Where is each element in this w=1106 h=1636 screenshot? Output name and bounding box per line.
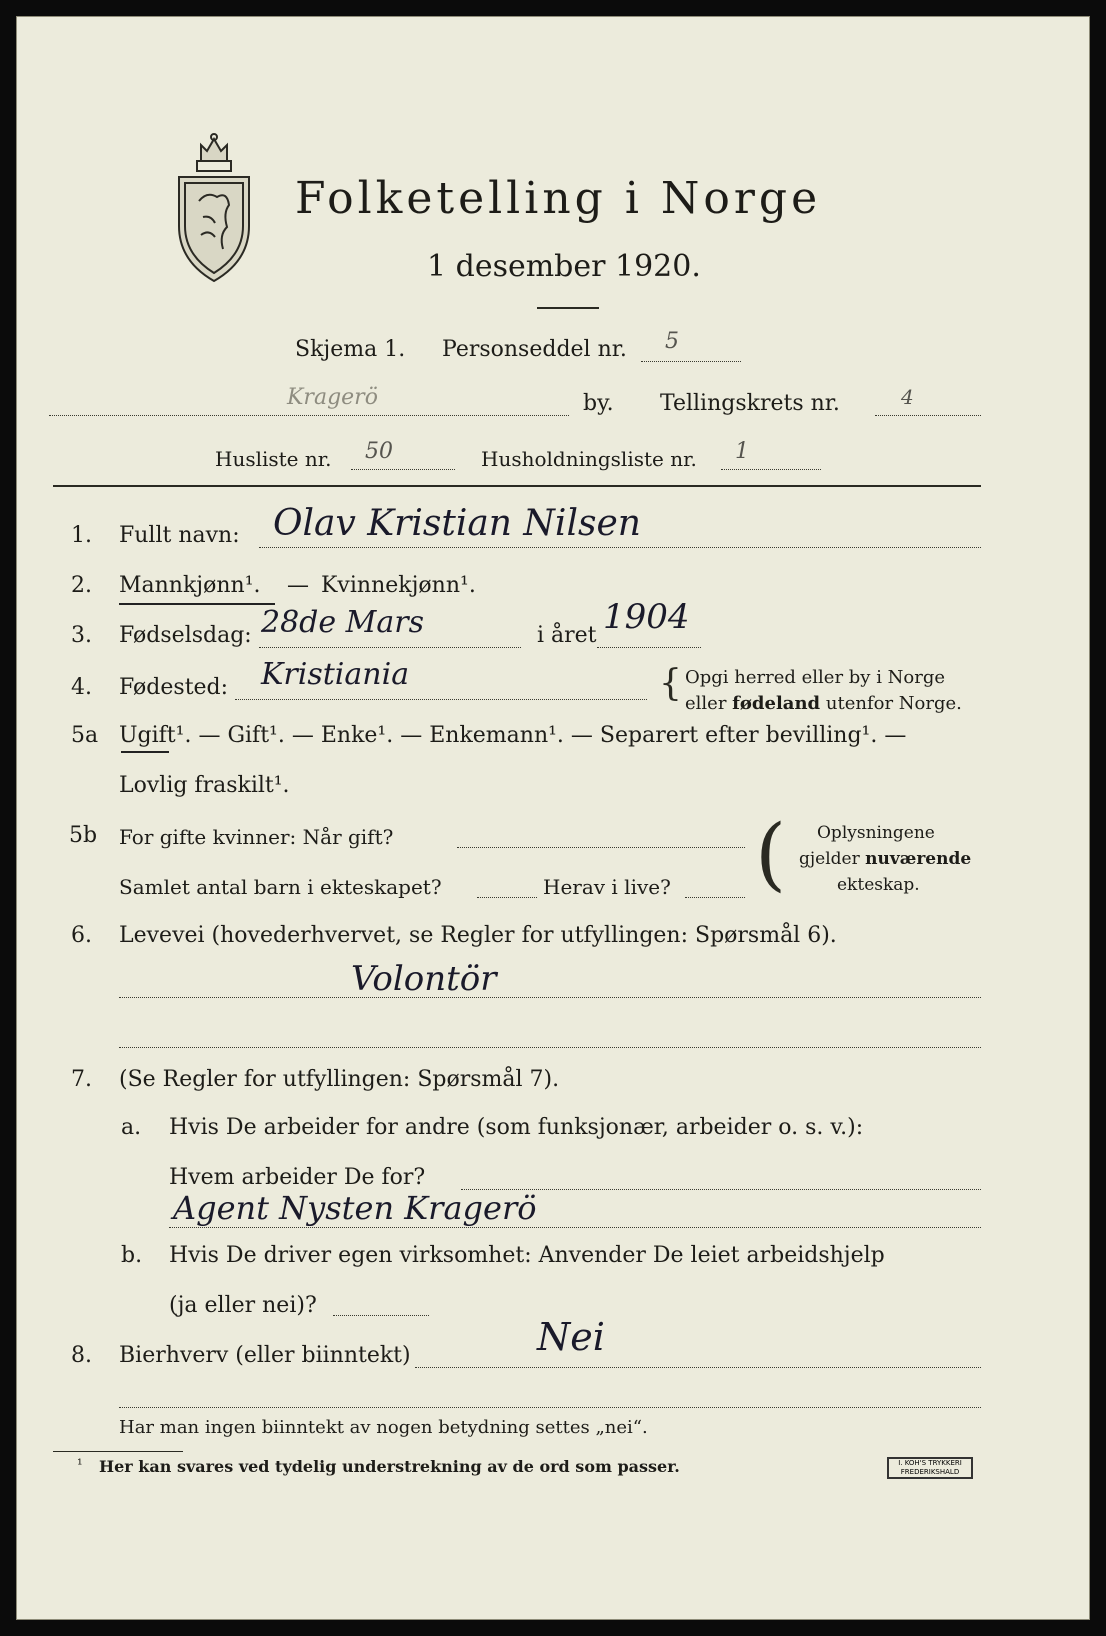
q5b-alive-label: Herav i live?	[543, 875, 671, 899]
q2-male-underline	[119, 603, 275, 605]
q7a-field-line2	[169, 1227, 981, 1228]
q7a-field-line1	[461, 1189, 981, 1190]
q5b-note-line2-bold: nuværende	[865, 849, 972, 869]
q7-number: 7.	[71, 1067, 92, 1092]
q7-label: (Se Regler for utfyllingen: Spørsmål 7).	[119, 1067, 560, 1092]
q1-label: Fullt navn:	[119, 523, 240, 548]
title-divider	[537, 307, 599, 309]
personseddel-label: Personseddel nr.	[442, 337, 627, 362]
form-title: Folketelling i Norge	[295, 173, 822, 224]
tellingskrets-field	[875, 415, 981, 416]
q3-label: Fødselsdag:	[119, 623, 252, 648]
q5b-children-label: Samlet antal barn i ekteskapet?	[119, 875, 442, 899]
by-field	[49, 415, 569, 416]
husliste-value: 50	[365, 439, 393, 464]
husholdningsliste-label: Husholdningsliste nr.	[481, 447, 697, 471]
q4-label: Fødested:	[119, 675, 229, 700]
q3-year-label: i året	[537, 623, 597, 648]
q5b-alive-field	[685, 897, 745, 898]
q5b-note-brace: (	[755, 807, 787, 900]
q1-value: Olav Kristian Nilsen	[273, 503, 641, 544]
q4-note-line2-bold: fødeland	[732, 693, 821, 714]
q8-field-line2	[119, 1407, 981, 1408]
q5b-note-line2-pre: gjelder	[799, 849, 860, 869]
q6-value: Volontör	[351, 959, 497, 999]
q8-value: Nei	[537, 1315, 605, 1359]
q4-note-brace: {	[659, 663, 682, 704]
q1-field	[259, 547, 981, 548]
q4-note-line2-post: utenfor Norge.	[825, 693, 962, 714]
skjema-label: Skjema 1.	[295, 337, 406, 362]
q5a-line1: Ugift¹. — Gift¹. — Enke¹. — Enkemann¹. — Separert efter bevilling¹. —	[119, 723, 907, 748]
q2-male: Mannkjønn¹.	[119, 573, 261, 598]
printer-stamp-line2: FREDERIKSHALD	[900, 1468, 960, 1476]
q5b-married-label: For gifte kvinner: Når gift?	[119, 825, 394, 849]
tellingskrets-value: 4	[901, 385, 914, 409]
q6-number: 6.	[71, 923, 92, 948]
q3-field	[259, 647, 521, 648]
q4-field	[235, 699, 647, 700]
q5a-ugift-underline	[121, 751, 169, 753]
q5b-married-field	[457, 847, 745, 848]
husliste-label: Husliste nr.	[215, 447, 332, 471]
q8-number: 8.	[71, 1343, 92, 1368]
q7b-letter: b.	[121, 1243, 143, 1268]
q7b-text: Hvis De driver egen virksomhet: Anvender De leiet arbeidshjelp	[169, 1243, 885, 1268]
q4-note-line1: Opgi herred eller by i Norge	[685, 667, 946, 688]
q8-label: Bierhverv (eller biinntekt)	[119, 1343, 411, 1368]
q4-note-line2	[685, 693, 962, 714]
q7b-field	[333, 1315, 429, 1316]
coat-of-arms-icon	[171, 131, 257, 285]
q7b-question: (ja eller nei)?	[169, 1293, 317, 1318]
q2-separator: —	[287, 573, 309, 598]
q1-number: 1.	[71, 523, 92, 548]
q5a-number: 5a	[71, 723, 99, 748]
personseddel-field	[641, 361, 741, 362]
header-rule	[53, 485, 981, 487]
printer-stamp	[887, 1457, 973, 1479]
q3-year-field	[597, 647, 701, 648]
footnote-rule	[53, 1451, 183, 1452]
husholdningsliste-value: 1	[735, 439, 749, 464]
footer-note: Har man ingen biinntekt av nogen betydning settes „nei“.	[119, 1417, 648, 1438]
tellingskrets-label: Tellingskrets nr.	[660, 391, 840, 416]
q6-label: Levevei (hovederhvervet, se Regler for utfyllingen: Spørsmål 6).	[119, 923, 837, 948]
q7a-question: Hvem arbeider De for?	[169, 1165, 426, 1190]
q2-number: 2.	[71, 573, 92, 598]
footnote-mark: ¹	[77, 1457, 83, 1473]
q4-value: Kristiania	[261, 657, 410, 692]
census-form	[16, 16, 1090, 1620]
q2-female: Kvinnekjønn¹.	[321, 573, 476, 598]
personseddel-value: 5	[665, 329, 679, 354]
q3-year-value: 1904	[603, 597, 690, 637]
printer-stamp-line1: I. KOH'S TRYKKERI	[898, 1459, 962, 1467]
form-date: 1 desember 1920.	[427, 249, 701, 284]
q5a-line2: Lovlig fraskilt¹.	[119, 773, 290, 798]
q8-field	[415, 1367, 981, 1368]
q4-note-line2-pre: eller	[685, 693, 727, 714]
q5b-note-line2	[799, 849, 971, 869]
q4-number: 4.	[71, 675, 92, 700]
husliste-field	[351, 469, 455, 470]
by-label: by.	[583, 391, 614, 416]
q7a-letter: a.	[121, 1115, 142, 1140]
q5b-note-line3: ekteskap.	[837, 875, 920, 895]
q5b-note-line1: Oplysningene	[817, 823, 935, 843]
q6-field-line2	[119, 1047, 981, 1048]
q5b-children-field	[477, 897, 537, 898]
q6-field-line1	[119, 997, 981, 998]
q5b-number: 5b	[69, 823, 98, 848]
q3-value: 28de Mars	[261, 605, 425, 640]
q7a-text: Hvis De arbeider for andre (som funksjonær, arbeider o. s. v.):	[169, 1115, 864, 1140]
q3-number: 3.	[71, 623, 92, 648]
footnote-text: Her kan svares ved tydelig understrekning av de ord som passer.	[99, 1457, 680, 1476]
by-value: Kragerö	[287, 385, 378, 410]
husholdningsliste-field	[721, 469, 821, 470]
q7a-value: Agent Nysten Kragerö	[173, 1189, 537, 1227]
